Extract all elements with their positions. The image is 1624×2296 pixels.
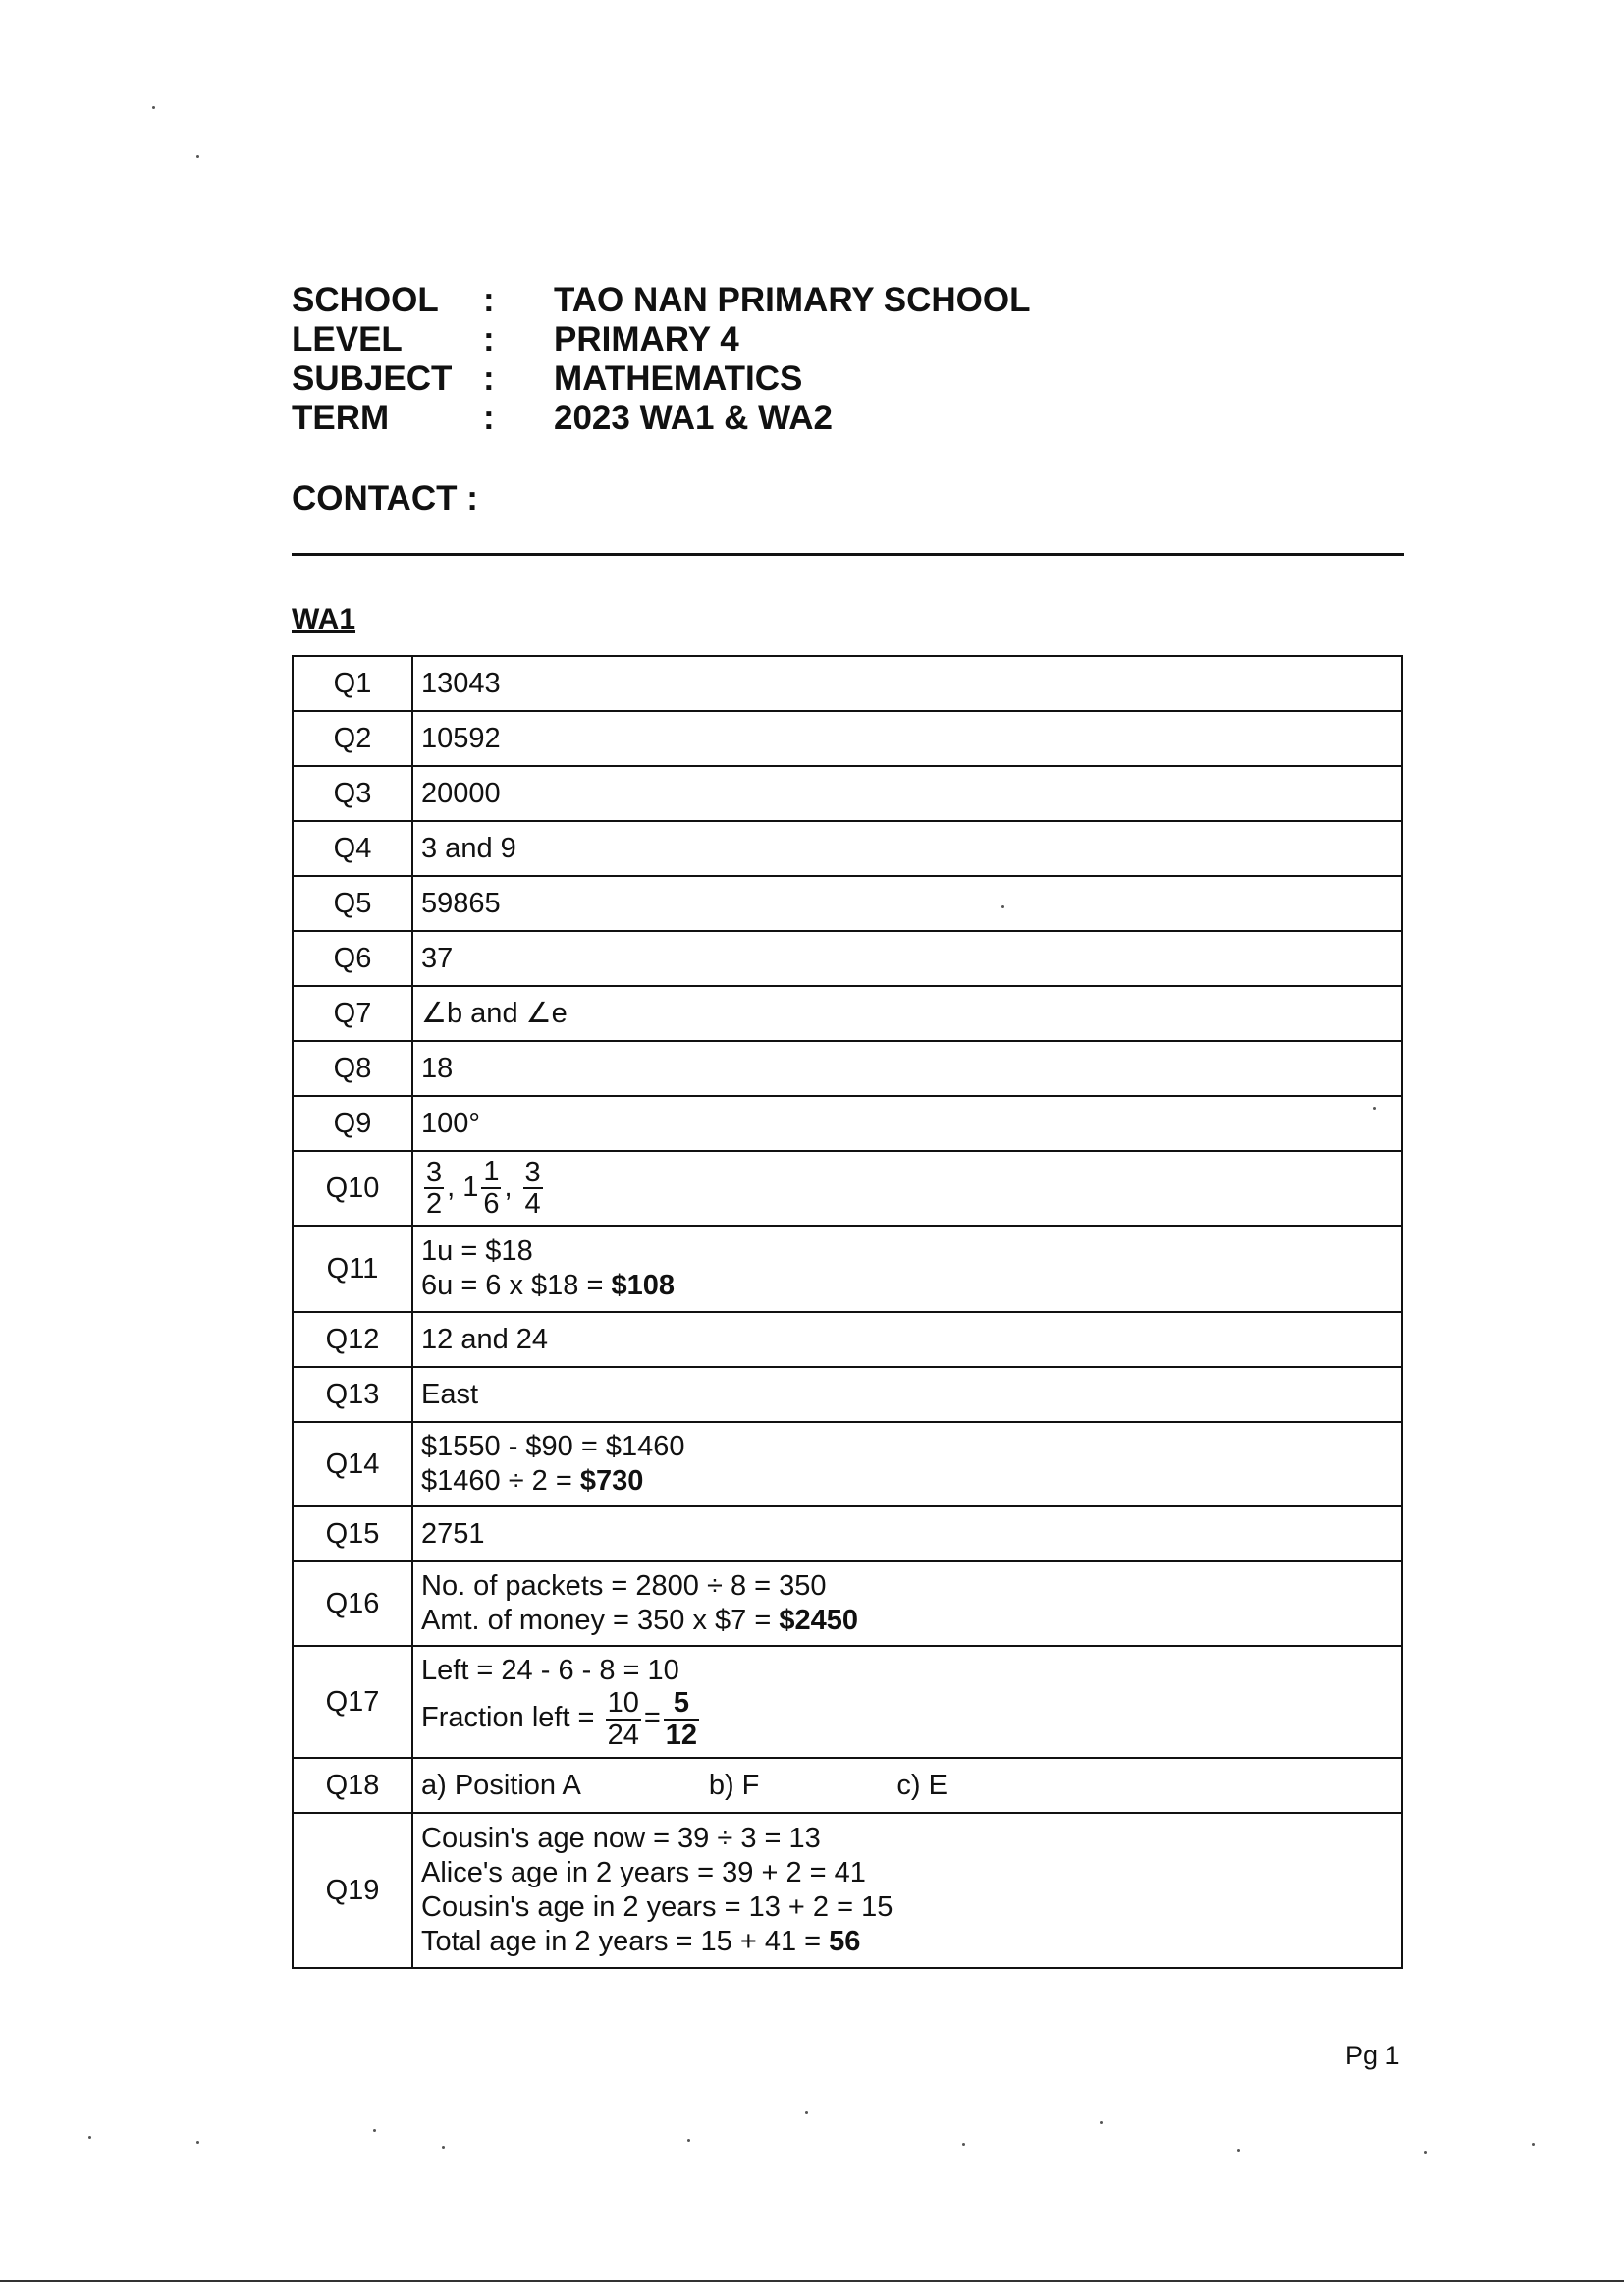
question-label: Q18 xyxy=(293,1758,412,1813)
working-text: Total age in 2 years = 15 + 41 = xyxy=(421,1926,830,1957)
question-label: Q8 xyxy=(293,1041,412,1096)
header-row-school xyxy=(292,281,1030,320)
table-row xyxy=(293,1646,1402,1758)
scan-speck xyxy=(1532,2143,1535,2146)
denominator: 2 xyxy=(426,1188,443,1221)
answer-cell: 59865 xyxy=(412,876,1402,931)
working-text: Fraction left = xyxy=(421,1702,603,1734)
question-label: Q6 xyxy=(293,931,412,986)
final-answer: $108 xyxy=(611,1270,675,1301)
table-row xyxy=(293,1506,1402,1561)
header-label: LEVEL xyxy=(292,320,403,358)
scan-speck xyxy=(373,2129,376,2132)
answer-cell: 100° xyxy=(412,1096,1402,1151)
scan-speck xyxy=(88,2136,91,2139)
working-line: Cousin's age in 2 years = 13 + 2 = 15 xyxy=(421,1891,893,1923)
denominator: 6 xyxy=(483,1187,500,1220)
numerator: 3 xyxy=(426,1156,443,1188)
question-label: Q5 xyxy=(293,876,412,931)
header-row-term xyxy=(292,399,1030,438)
answer-cell xyxy=(412,1226,1402,1312)
question-label: Q3 xyxy=(293,766,412,821)
question-label: Q14 xyxy=(293,1422,412,1506)
question-label: Q7 xyxy=(293,986,412,1041)
table-row xyxy=(293,1226,1402,1312)
question-label: Q15 xyxy=(293,1506,412,1561)
header-colon: : xyxy=(483,281,495,319)
final-answer: $730 xyxy=(579,1465,644,1497)
page-number: Pg 1 xyxy=(1345,2041,1400,2070)
answer-part-b: b) F xyxy=(708,1769,760,1801)
scan-speck xyxy=(1424,2151,1427,2154)
question-label: Q17 xyxy=(293,1646,412,1758)
working-line xyxy=(421,1925,1393,1959)
denominator: 24 xyxy=(607,1719,639,1751)
numerator: 5 xyxy=(664,1688,699,1720)
table-row xyxy=(293,711,1402,766)
header-divider xyxy=(292,553,1404,556)
answer-part-a: a) Position A xyxy=(421,1769,581,1801)
table-row xyxy=(293,1312,1402,1367)
scan-speck xyxy=(687,2139,690,2142)
header-colon: : xyxy=(483,399,495,437)
header-colon: : xyxy=(483,359,495,398)
header-value: PRIMARY 4 xyxy=(554,320,739,358)
header-row-subject xyxy=(292,359,1030,399)
table-row xyxy=(293,1813,1402,1968)
scan-speck xyxy=(1100,2121,1103,2124)
working-line: 1u = $18 xyxy=(421,1235,533,1267)
working-line: Cousin's age now = 39 ÷ 3 = 13 xyxy=(421,1823,821,1854)
comma-separator: , xyxy=(447,1172,456,1204)
answer-cell xyxy=(412,1758,1402,1813)
working-line xyxy=(421,1269,1393,1303)
scan-speck xyxy=(1237,2149,1240,2152)
numerator: 10 xyxy=(607,1687,639,1720)
answer-cell: 13043 xyxy=(412,656,1402,711)
numerator: 3 xyxy=(524,1156,541,1188)
bottom-edge-line xyxy=(0,2280,1624,2282)
scan-speck xyxy=(1001,905,1004,908)
answer-cell: ∠b and ∠e xyxy=(412,986,1402,1041)
table-row xyxy=(293,1096,1402,1151)
answer-cell xyxy=(412,1422,1402,1506)
table-row xyxy=(293,1561,1402,1646)
header-value: MATHEMATICS xyxy=(554,359,803,398)
scan-speck xyxy=(962,2143,965,2146)
section-title: WA1 xyxy=(292,603,356,635)
working-line: $1550 - $90 = $1460 xyxy=(421,1431,685,1462)
header-label: SUBJECT xyxy=(292,359,453,398)
fraction xyxy=(481,1157,501,1219)
fraction xyxy=(424,1158,444,1220)
working-line xyxy=(421,1604,1393,1638)
scan-speck xyxy=(1373,1107,1376,1110)
denominator: 4 xyxy=(524,1188,541,1221)
working-line: Left = 24 - 6 - 8 = 10 xyxy=(421,1655,679,1687)
answer-cell: 18 xyxy=(412,1041,1402,1096)
table-row xyxy=(293,1758,1402,1813)
question-label: Q12 xyxy=(293,1312,412,1367)
mixed-number xyxy=(462,1157,504,1219)
table-row xyxy=(293,1367,1402,1422)
working-text: Amt. of money = 350 x $7 = xyxy=(421,1605,780,1636)
contact-label: CONTACT : xyxy=(292,479,478,518)
document-header xyxy=(292,281,1030,438)
table-row xyxy=(293,986,1402,1041)
table-row xyxy=(293,1041,1402,1096)
question-label: Q19 xyxy=(293,1813,412,1968)
table-row xyxy=(293,931,1402,986)
fraction xyxy=(523,1158,543,1220)
answer-cell xyxy=(412,1561,1402,1646)
scan-speck xyxy=(805,2111,808,2114)
header-colon: : xyxy=(483,320,495,358)
working-line xyxy=(421,1688,1393,1750)
header-value: TAO NAN PRIMARY SCHOOL xyxy=(554,281,1031,319)
answer-part-c: c) E xyxy=(896,1769,947,1801)
question-label: Q11 xyxy=(293,1226,412,1312)
table-row xyxy=(293,1422,1402,1506)
working-line: Alice's age in 2 years = 39 + 2 = 41 xyxy=(421,1857,866,1888)
working-text: $1460 ÷ 2 = xyxy=(421,1465,580,1497)
scan-speck xyxy=(442,2146,445,2149)
header-row-level xyxy=(292,320,1030,359)
question-label: Q1 xyxy=(293,656,412,711)
answer-cell xyxy=(412,1813,1402,1968)
scan-speck xyxy=(196,155,199,158)
answer-table xyxy=(292,655,1403,1969)
answer-cell xyxy=(412,1151,1402,1226)
answer-cell xyxy=(412,1646,1402,1758)
whole-part: 1 xyxy=(462,1172,479,1204)
answer-cell: 10592 xyxy=(412,711,1402,766)
denominator: 12 xyxy=(665,1719,698,1751)
table-row xyxy=(293,766,1402,821)
question-label: Q10 xyxy=(293,1151,412,1226)
table-row xyxy=(293,1151,1402,1226)
answer-cell: 37 xyxy=(412,931,1402,986)
question-label: Q2 xyxy=(293,711,412,766)
scan-speck xyxy=(152,106,155,109)
answer-cell: 12 and 24 xyxy=(412,1312,1402,1367)
fraction xyxy=(606,1688,641,1750)
table-row xyxy=(293,876,1402,931)
final-answer: 56 xyxy=(829,1926,861,1957)
question-label: Q4 xyxy=(293,821,412,876)
answer-cell: 3 and 9 xyxy=(412,821,1402,876)
equals-sign: = xyxy=(643,1702,661,1734)
working-line xyxy=(421,1464,1393,1499)
question-label: Q9 xyxy=(293,1096,412,1151)
numerator: 1 xyxy=(483,1156,500,1188)
answer-cell: 2751 xyxy=(412,1506,1402,1561)
final-answer-fraction xyxy=(664,1688,699,1750)
header-label: TERM xyxy=(292,399,390,437)
answer-cell: 20000 xyxy=(412,766,1402,821)
answer-cell: East xyxy=(412,1367,1402,1422)
scan-speck xyxy=(196,2141,199,2144)
comma-separator: , xyxy=(504,1172,513,1204)
header-value: 2023 WA1 & WA2 xyxy=(554,399,833,437)
question-label: Q16 xyxy=(293,1561,412,1646)
final-answer: $2450 xyxy=(779,1605,858,1636)
question-label: Q13 xyxy=(293,1367,412,1422)
working-line: No. of packets = 2800 ÷ 8 = 350 xyxy=(421,1570,827,1602)
working-text: 6u = 6 x $18 = xyxy=(421,1270,612,1301)
table-row xyxy=(293,821,1402,876)
header-label: SCHOOL xyxy=(292,281,439,319)
table-row xyxy=(293,656,1402,711)
